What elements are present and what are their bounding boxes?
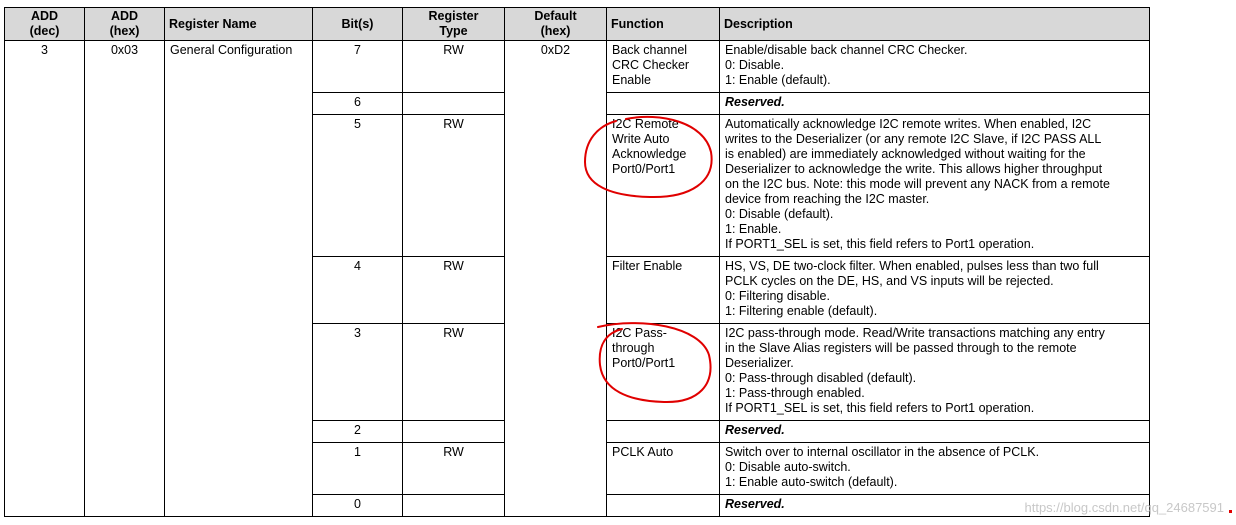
cell-type: RW	[403, 443, 505, 495]
header-add-hex: ADD (hex)	[85, 8, 165, 41]
cell-description: Enable/disable back channel CRC Checker. 0: Disable. 1: Enable (default).	[720, 41, 1150, 93]
cell-register-name: General Configuration	[165, 41, 313, 517]
cell-bit: 2	[313, 421, 403, 443]
header-description: Description	[720, 8, 1150, 41]
cell-description: Switch over to internal oscillator in the absence of PCLK. 0: Disable auto-switch. 1: Enable auto-switch (default).	[720, 443, 1150, 495]
cell-type	[403, 421, 505, 443]
header-add-dec: ADD (dec)	[5, 8, 85, 41]
cell-description: Reserved.	[720, 495, 1150, 517]
cell-function: Filter Enable	[607, 257, 720, 324]
cell-bit: 3	[313, 324, 403, 421]
header-register-name: Register Name	[165, 8, 313, 41]
cell-type	[403, 93, 505, 115]
watermark-text: https://blog.csdn.net/qq_24687591	[1024, 500, 1224, 515]
cell-type	[403, 495, 505, 517]
cell-add-dec: 3	[5, 41, 85, 517]
cell-default: 0xD2	[505, 41, 607, 517]
cell-description: I2C pass-through mode. Read/Write transactions matching any entry in the Slave Alias registers will be passed through to the remote Deserializer. 0: Pass-through disabled (default). 1: Pass-through enabled. If PORT1_SEL is set, this field refers to Port1 operation.	[720, 324, 1150, 421]
red-dot-mark	[1229, 510, 1232, 513]
cell-function	[607, 495, 720, 517]
cell-bit: 6	[313, 93, 403, 115]
cell-function: I2C Pass- through Port0/Port1	[607, 324, 720, 421]
cell-bit: 5	[313, 115, 403, 257]
cell-description: Reserved.	[720, 421, 1150, 443]
cell-type: RW	[403, 41, 505, 93]
cell-function	[607, 421, 720, 443]
cell-bit: 1	[313, 443, 403, 495]
cell-bit: 0	[313, 495, 403, 517]
header-function: Function	[607, 8, 720, 41]
register-table	[4, 7, 1150, 517]
cell-function: Back channel CRC Checker Enable	[607, 41, 720, 93]
header-row	[5, 8, 1150, 41]
cell-function: PCLK Auto	[607, 443, 720, 495]
register-table-container	[4, 7, 1150, 517]
header-default-hex: Default (hex)	[505, 8, 607, 41]
table-row	[5, 41, 1150, 93]
cell-function: I2C Remote Write Auto Acknowledge Port0/Port1	[607, 115, 720, 257]
cell-description: Reserved.	[720, 93, 1150, 115]
cell-type: RW	[403, 257, 505, 324]
cell-bit: 7	[313, 41, 403, 93]
cell-description: HS, VS, DE two-clock filter. When enabled, pulses less than two full PCLK cycles on the DE, HS, and VS inputs will be rejected. 0: Filtering disable. 1: Filtering enable (default).	[720, 257, 1150, 324]
header-register-type: Register Type	[403, 8, 505, 41]
header-bits: Bit(s)	[313, 8, 403, 41]
cell-add-hex: 0x03	[85, 41, 165, 517]
cell-bit: 4	[313, 257, 403, 324]
cell-description: Automatically acknowledge I2C remote writes. When enabled, I2C writes to the Deserializer (or any remote I2C Slave, if I2C PASS ALL is enabled) are immediately acknowledged without waiting for the Deserializer to acknowledge the write. This allows higher throughput on the I2C bus. Note: this mode will prevent any NACK from a remote device from reaching the I2C master. 0: Disable (default). 1: Enable. If PORT1_SEL is set, this field refers to Port1 operation.	[720, 115, 1150, 257]
cell-type: RW	[403, 324, 505, 421]
cell-function	[607, 93, 720, 115]
cell-type: RW	[403, 115, 505, 257]
